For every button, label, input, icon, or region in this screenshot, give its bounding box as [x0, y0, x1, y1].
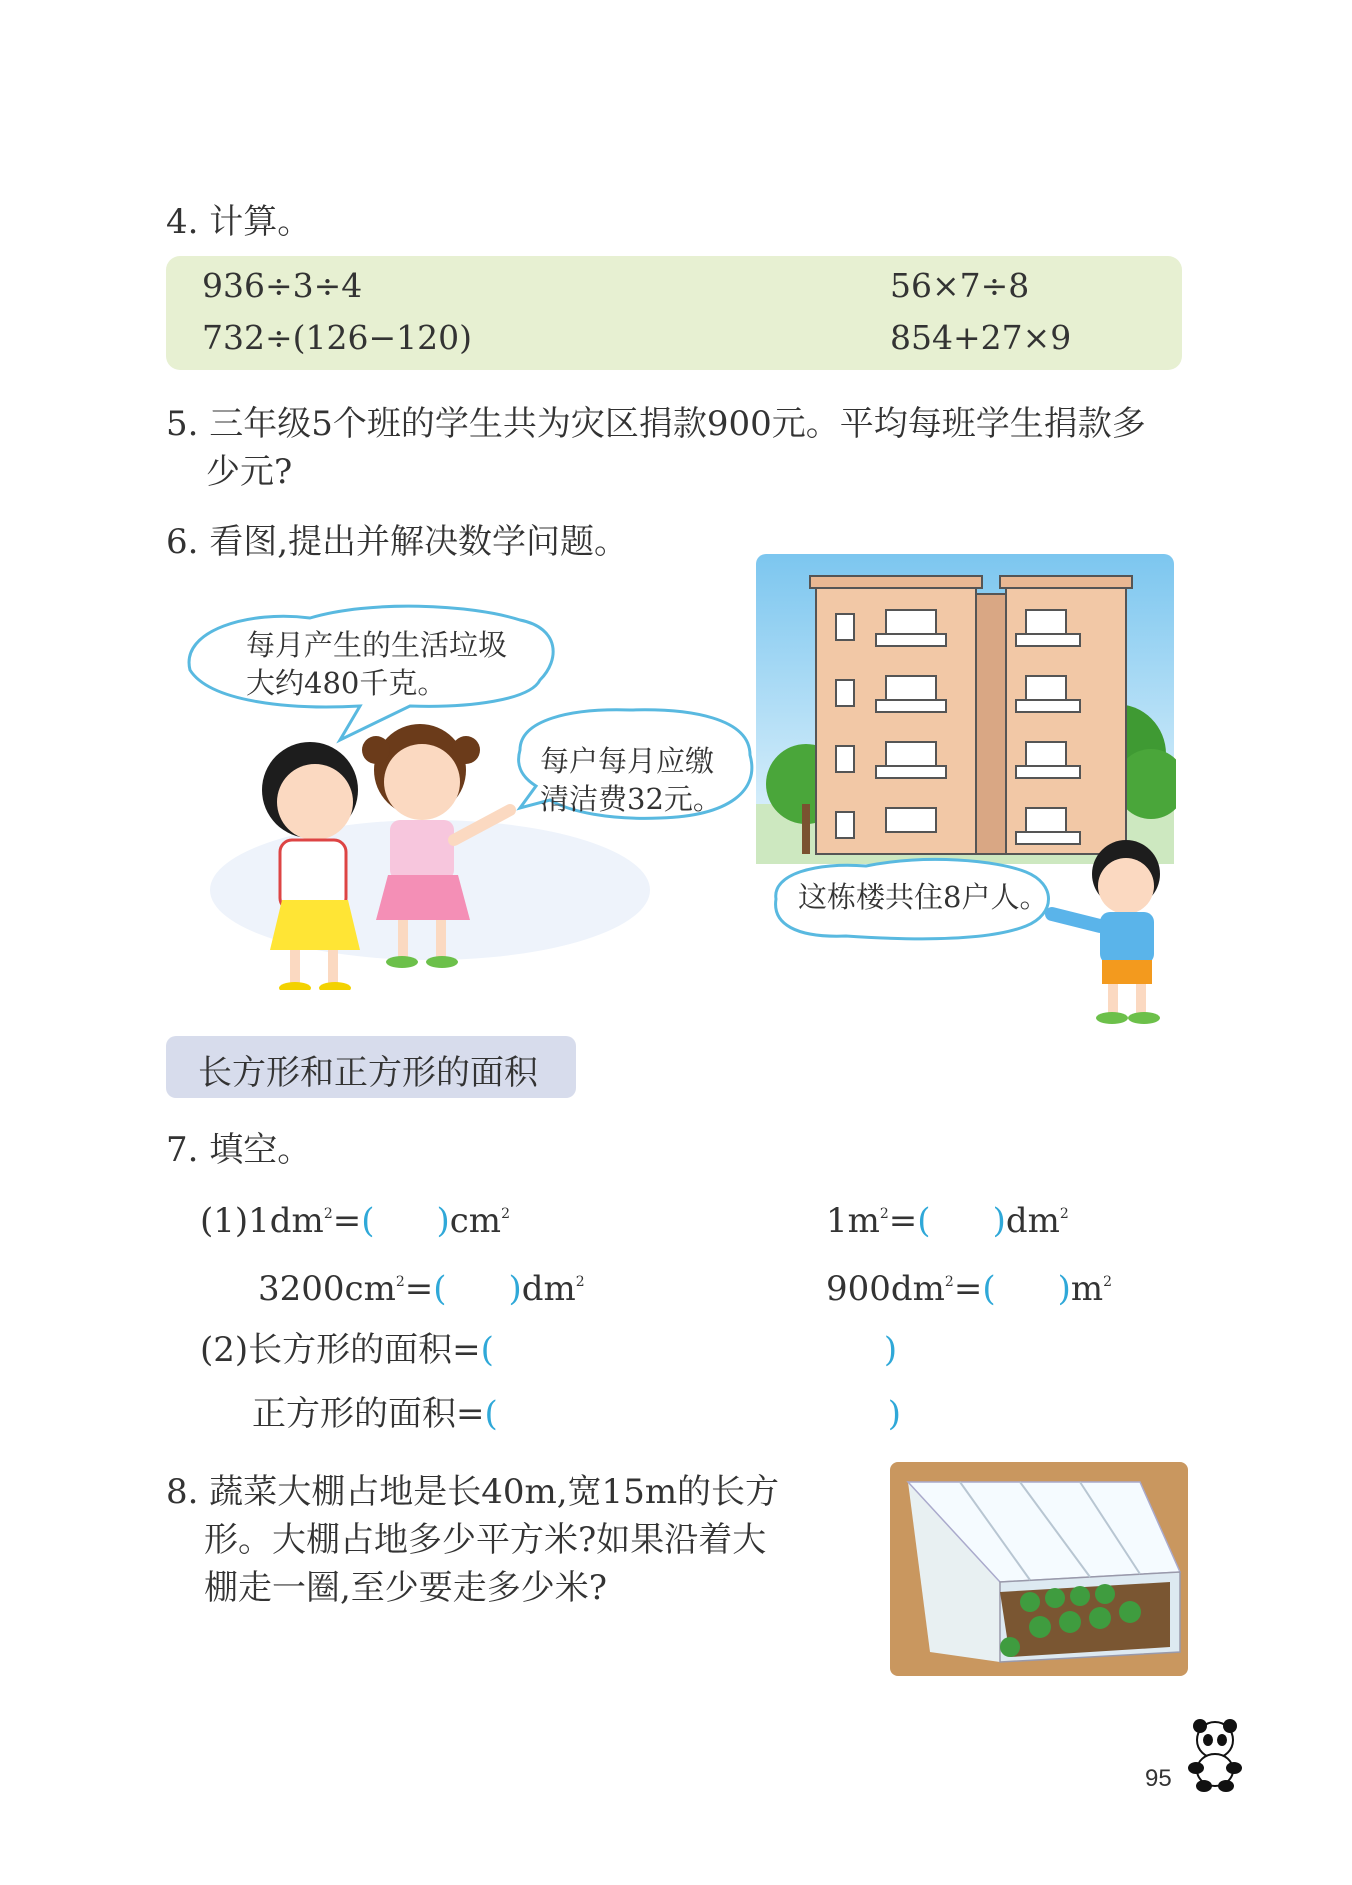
superscript: 2 [323, 1206, 333, 1222]
blank-open: ( [433, 1269, 447, 1309]
formula-label: 正方形的面积= [252, 1394, 485, 1434]
q4-title: 4. 计算。 [166, 202, 312, 242]
panda-icon [1182, 1718, 1248, 1794]
equals: = [332, 1201, 362, 1241]
unit: cm [449, 1201, 502, 1241]
page-number: 95 [1145, 1765, 1172, 1792]
calc-item: 56×7÷8 [890, 266, 1030, 305]
q5-line2: 少元? [206, 452, 293, 492]
bubble2-line2: 清洁费32元。 [540, 782, 722, 816]
unit: m [1070, 1269, 1104, 1309]
superscript: 2 [1103, 1274, 1113, 1290]
expr-text: 3200cm [258, 1269, 396, 1309]
calc-item: 732÷(126−120) [202, 318, 473, 357]
superscript: 2 [575, 1274, 585, 1290]
blank-open: ( [917, 1201, 931, 1241]
blank-close: ) [992, 1201, 1006, 1241]
building-illustration [756, 554, 1176, 1034]
calc-item: 936÷3÷4 [202, 266, 363, 305]
calc-box [166, 256, 1182, 370]
unit: dm [1005, 1201, 1060, 1241]
q7-part2-line1 [200, 1328, 897, 1372]
equals: = [888, 1201, 918, 1241]
expr-text: 1m [826, 1201, 880, 1241]
q6-title: 6. 看图,提出并解决数学问题。 [166, 522, 629, 562]
blank-open: ( [480, 1330, 494, 1370]
q7-row2b [826, 1260, 1112, 1311]
q7-row1b [826, 1192, 1069, 1243]
superscript: 2 [395, 1274, 405, 1290]
blank-close: ) [883, 1330, 898, 1370]
blank-close: ) [887, 1394, 902, 1434]
q8-line3: 棚走一圈,至少要走多少米? [204, 1568, 608, 1608]
q8-line1: 8. 蔬菜大棚占地是长40m,宽15m的长方 [166, 1472, 780, 1512]
expr-text: 900dm [826, 1269, 945, 1309]
section-tag [166, 1036, 576, 1098]
blank-open: ( [484, 1394, 498, 1434]
blank-close: ) [508, 1269, 522, 1309]
superscript: 2 [879, 1206, 889, 1222]
bubble2-line1: 每户每月应缴 [540, 744, 715, 778]
q8-line2: 形。大棚占地多少平方米?如果沿着大 [204, 1520, 767, 1560]
expr-text: (1)1dm [200, 1201, 324, 1241]
q5-line1: 5. 三年级5个班的学生共为灾区捐款900元。平均每班学生捐款多 [166, 404, 1146, 444]
bubble3: 这栋楼共住8户人。 [798, 880, 1049, 914]
q7-row2a [258, 1260, 585, 1311]
q7-row1a [200, 1192, 510, 1243]
equals: = [404, 1269, 434, 1309]
unit: dm [521, 1269, 576, 1309]
q7-title: 7. 填空。 [166, 1130, 312, 1170]
blank-open: ( [982, 1269, 996, 1309]
superscript: 2 [501, 1206, 510, 1222]
blank-open: ( [361, 1201, 375, 1241]
formula-label: (2)长方形的面积= [200, 1330, 481, 1370]
superscript: 2 [944, 1274, 954, 1290]
blank-close: ) [1057, 1269, 1071, 1309]
q7-part2-line2 [252, 1392, 901, 1436]
equals: = [953, 1269, 983, 1309]
greenhouse-illustration [890, 1462, 1188, 1676]
bubble1-line2: 大约480千克。 [246, 666, 447, 700]
section-title: 长方形和正方形的面积 [198, 1053, 538, 1093]
bubble1-line1: 每月产生的生活垃圾 [246, 628, 508, 662]
superscript: 2 [1059, 1206, 1069, 1222]
blank-close: ) [436, 1201, 450, 1241]
calc-item: 854+27×9 [890, 318, 1072, 357]
